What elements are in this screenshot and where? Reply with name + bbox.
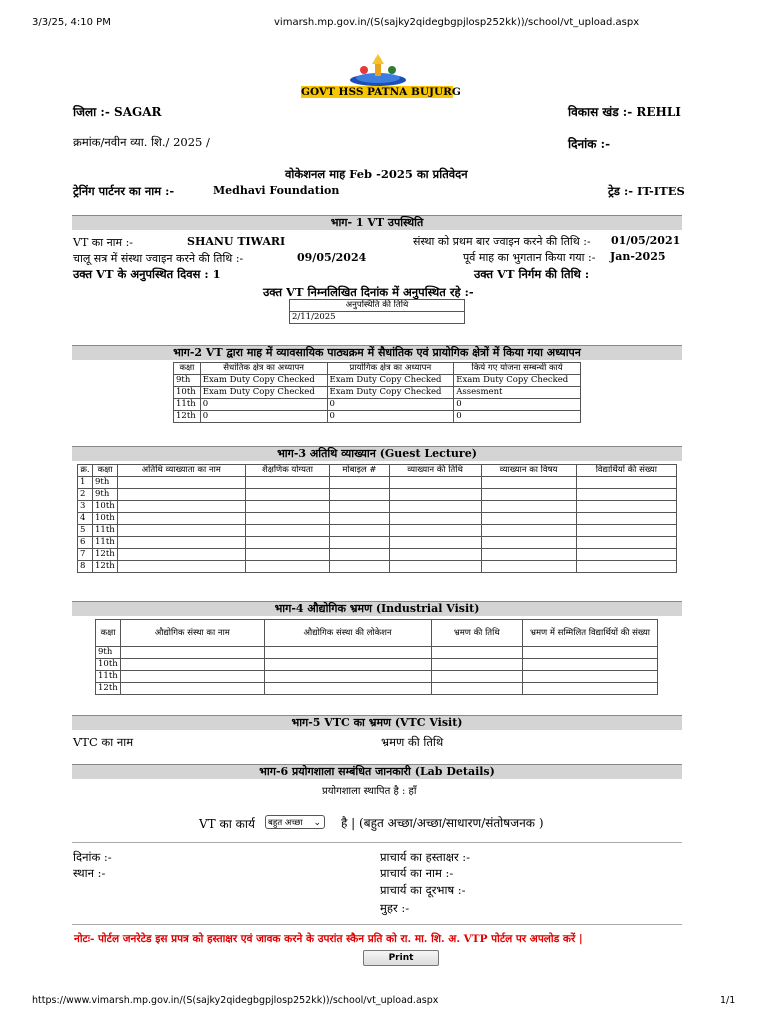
first-join-value: 01/05/2021 [611,234,681,247]
vt-name-label: VT का नाम :- [73,236,134,249]
table-row [174,387,581,399]
table-row [78,477,677,489]
col-industry-name: औद्योगिक संस्था का नाम [121,620,265,647]
cell: 0 [327,399,454,411]
principal-name-label: प्राचार्य का नाम :- [380,866,454,880]
principal-phone-label: प्राचार्य का दूरभाष :- [380,883,466,897]
vt-work-select[interactable] [265,815,325,829]
cell: 9th [96,647,121,659]
col-lecture-date: व्याख्यान की तिथि [389,465,481,477]
divider [72,924,682,925]
cell: 11th [93,537,118,549]
col-lecturer-name: अतिथि व्याख्याता का नाम [118,465,246,477]
training-partner-value: Medhavi Foundation [213,184,340,197]
part5-heading: भाग-5 VTC का भ्रमण (VTC Visit) [72,715,682,730]
cell: 5 [78,525,93,537]
sign-date-label: दिनांक :- [73,850,112,864]
part3-heading: भाग-3 अतिथि व्याख्यान (Guest Lecture) [72,446,682,461]
col-serial: क्र. [78,465,93,477]
cell: 4 [78,513,93,525]
cell: Exam Duty Copy Checked [200,387,327,399]
school-name: GOVT HSS PATNA BUJURG [301,86,461,98]
report-title: वोकेशनल माह Feb -2025 का प्रतिवेदन [285,167,468,181]
session-join-label: चालू सत्र में संस्था ज्वाइन करने की तिथि :- [73,252,244,265]
cell: Exam Duty Copy Checked [454,375,581,387]
cell: 11th [174,399,201,411]
vt-name-value: SHANU TIWARI [187,235,286,248]
table-row [78,537,677,549]
logo-emblem-icon [348,54,408,86]
principal-signature-label: प्राचार्य का हस्ताक्षर :- [380,850,471,864]
cell: Exam Duty Copy Checked [327,375,454,387]
table-row [78,489,677,501]
table-row [78,501,677,513]
col-class: कक्षा [93,465,118,477]
print-footer-url: https://www.vimarsh.mp.gov.in/(S(sajky2qidegbgpjlosp252kk))/school/vt_upload.aspx [32,995,439,1006]
teaching-table [173,362,581,423]
table-row [174,375,581,387]
cell: 0 [327,411,454,423]
table-row [96,671,658,683]
cell: 12th [93,561,118,573]
print-page-title: vimarsh.mp.gov.in/(S(sajky2qidegbgpjlosp252kk))/school/vt_upload.aspx [274,17,640,28]
cell: 12th [96,683,121,695]
chevron-down-icon: ⌄ [313,818,321,828]
col-theory: सैधांतिक क्षेत्र का अध्यापन [200,363,327,375]
first-join-label: संस्था को प्रथम बार ज्वाइन करने की तिथि :- [413,235,591,248]
training-partner-label: ट्रेनिंग पार्टनर का नाम :- [73,184,175,198]
table-row [78,513,677,525]
seal-label: मुहर :- [380,901,410,915]
col-student-count: विद्यार्थियों की संख्या [576,465,676,477]
col-class: कक्षा [174,363,201,375]
cell: 10th [96,659,121,671]
cell: 10th [174,387,201,399]
cell: 1 [78,477,93,489]
table-row [78,525,677,537]
vt-work-scale: है | (बहुत अच्छा/अच्छा/साधारण/संतोषजनक ) [341,816,544,830]
vt-work-selected-value: बहुत अच्छा [268,818,303,828]
industrial-visit-table [95,619,658,695]
table-row [96,683,658,695]
cell: 10th [93,501,118,513]
cell: Exam Duty Copy Checked [327,387,454,399]
col-practical: प्रायोगिक क्षेत्र का अध्यापन [327,363,454,375]
cell: 0 [454,399,581,411]
absent-dates-table [289,299,465,324]
part6-heading: भाग-6 प्रयोगशाला सम्बंधित जानकारी (Lab Details) [72,764,682,779]
cell: 8 [78,561,93,573]
part4-heading: भाग-4 औद्योगिक भ्रमण (Industrial Visit) [72,601,682,616]
trade-label: ट्रेड :- IT-ITES [608,184,685,198]
absent-days: उक्त VT के अनुपस्थित दिवस : 1 [73,267,221,281]
sign-place-label: स्थान :- [73,866,106,880]
col-planning: किये गए योजना सम्बन्धी कार्य [454,363,581,375]
cell: 10th [93,513,118,525]
reference-number: क्रमांक/नवीन व्या. शि./ 2025 / [73,135,210,149]
absent-dates-heading: उक्त VT निम्नलिखित दिनांक में अनुपस्थित रहे :- [263,285,474,299]
print-page-count: 1/1 [720,995,736,1006]
col-class: कक्षा [96,620,121,647]
session-join-value: 09/05/2024 [297,251,367,264]
lab-status: प्रयोगशाला स्थापित है : हाँ [322,786,417,797]
cell: 6 [78,537,93,549]
table-row [78,561,677,573]
col-qualification: शैक्षणिक योग्यता [245,465,330,477]
block-label: विकास खंड :- REHLI [568,105,681,119]
part2-heading: भाग-2 VT द्वारा माह में व्यावसायिक पाठ्यक्रम में सैधांतिक एवं प्रायोगिक क्षेत्रों में किया गया अध्यापन [72,345,682,360]
upload-note: नोटः- पोर्टल जनरेटेड इस प्रपत्र को हस्ताक्षर एवं जावक करने के उपरांत स्कैन प्रति को रा. मा. शि. अ. VTP पोर्टल पर अपलोड करें | [74,933,583,945]
cell: Exam Duty Copy Checked [200,375,327,387]
vtc-name-label: VTC का नाम [73,735,134,749]
prev-payment-label: पूर्व माह का भुगतान किया गया :- [463,251,596,264]
table-row [96,659,658,671]
date-label: दिनांक :- [568,137,611,151]
col-visit-students: भ्रमण में सम्मिलित विद्यार्थियों की संख्या [523,620,658,647]
cell: 0 [200,411,327,423]
cell: 2 [78,489,93,501]
cell: 12th [174,411,201,423]
school-logo [348,54,408,86]
print-button[interactable]: Print [363,950,439,966]
col-industry-location: औद्योगिक संस्था की लोकेशन [264,620,431,647]
cell: Assesment [454,387,581,399]
cell: 9th [93,489,118,501]
table-row [290,312,465,324]
table-row [174,411,581,423]
prev-payment-value: Jan-2025 [610,250,666,263]
print-datetime: 3/3/25, 4:10 PM [32,17,111,28]
table-row [96,647,658,659]
divider [72,842,682,843]
cell: 0 [454,411,581,423]
col-mobile: मोबाइल # [330,465,389,477]
absent-date-header: अनुपस्थिति की तिथि [290,300,465,312]
vtc-visit-date-label: भ्रमण की तिथि [381,735,444,749]
table-row [174,399,581,411]
cell: 0 [200,399,327,411]
guest-lecture-table [77,464,677,573]
district-label: जिला :- SAGAR [73,105,162,119]
cell: 3 [78,501,93,513]
cell: 9th [93,477,118,489]
part1-heading: भाग- 1 VT उपस्थिति [72,215,682,230]
table-row [78,549,677,561]
col-visit-date: भ्रमण की तिथि [431,620,522,647]
cell: 7 [78,549,93,561]
exit-date: उक्त VT निर्गम की तिथि : [474,267,590,281]
absent-date-cell: 2/11/2025 [290,312,465,324]
vt-work-label: VT का कार्य [199,817,255,831]
cell: 12th [93,549,118,561]
cell: 11th [96,671,121,683]
cell: 9th [174,375,201,387]
cell: 11th [93,525,118,537]
col-lecture-topic: व्याख्यान का विषय [481,465,576,477]
